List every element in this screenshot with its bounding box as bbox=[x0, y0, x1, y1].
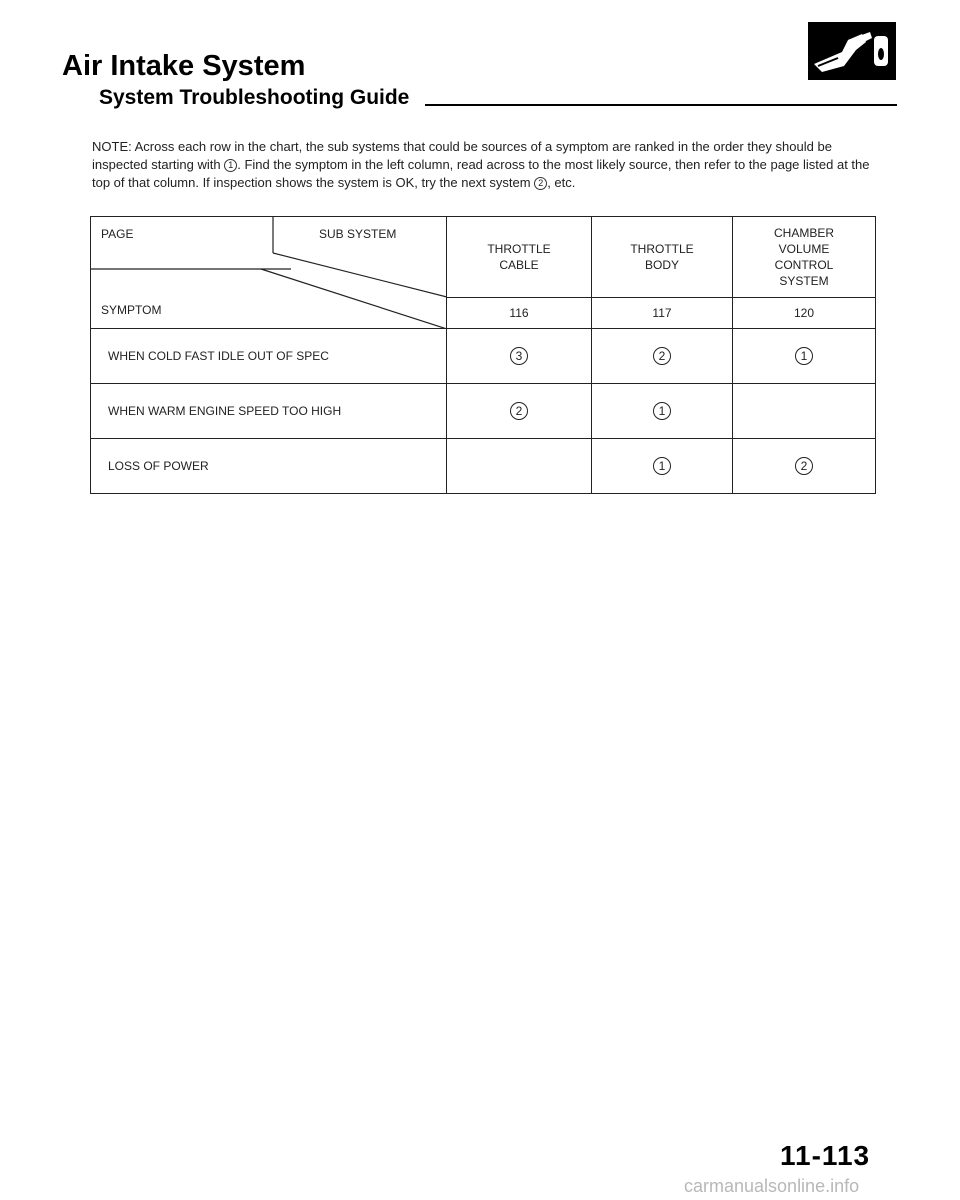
column-name: THROTTLE bbox=[630, 242, 694, 256]
corner-symptom-label: SYMPTOM bbox=[101, 303, 162, 317]
rank-cell bbox=[447, 439, 592, 494]
rank-cell bbox=[447, 384, 592, 439]
symptom-label: WHEN COLD FAST IDLE OUT OF SPEC bbox=[91, 329, 447, 384]
page-title: Air Intake System bbox=[62, 50, 306, 82]
rank-cell bbox=[733, 329, 876, 384]
note-text: NOTE: Across each row in the chart, the sub systems that could be sources of a symptom are ranked in the order they should be inspected starting with bbox=[92, 139, 832, 172]
rank-cell bbox=[733, 384, 876, 439]
page-number: 11-113 bbox=[780, 1140, 871, 1171]
note-paragraph bbox=[92, 138, 882, 192]
fuel-nozzle-icon bbox=[808, 22, 896, 80]
page-ref-chamber-volume-control: 120 bbox=[733, 298, 876, 329]
rank-number: 1 bbox=[795, 347, 813, 365]
note-text: , etc. bbox=[547, 175, 576, 190]
rank-number: 2 bbox=[795, 457, 813, 475]
table-row bbox=[91, 329, 876, 384]
rank-cell bbox=[592, 329, 733, 384]
column-name: BODY bbox=[644, 258, 679, 272]
page-ref-throttle-cable: 116 bbox=[447, 298, 592, 329]
section-subtitle: System Troubleshooting Guide bbox=[99, 86, 410, 109]
subtitle-rule bbox=[425, 104, 897, 106]
column-header-throttle-cable bbox=[447, 217, 592, 298]
column-name: VOLUME bbox=[778, 242, 830, 256]
table-row bbox=[91, 384, 876, 439]
rank-number: 2 bbox=[653, 347, 671, 365]
rank-number: 1 bbox=[653, 402, 671, 420]
column-name: CHAMBER bbox=[773, 226, 834, 240]
rank-cell bbox=[592, 439, 733, 494]
rank-cell bbox=[447, 329, 592, 384]
circled-number-two: 2 bbox=[534, 177, 547, 190]
rank-number: 2 bbox=[510, 402, 528, 420]
note-text: . Find the symptom in the left column, read across to the most likely source, then refer to the page listed at the top of that column. If inspection shows the system is OK, try the next system bbox=[92, 157, 870, 190]
troubleshooting-table bbox=[90, 216, 876, 494]
circled-number-one: 1 bbox=[224, 159, 237, 172]
rank-cell bbox=[592, 384, 733, 439]
watermark: carmanualsonline.info bbox=[684, 1176, 860, 1196]
corner-page-label: PAGE bbox=[101, 227, 134, 241]
table-corner-header bbox=[91, 217, 447, 329]
column-name: THROTTLE bbox=[487, 242, 551, 256]
corner-subsystem-label: SUB SYSTEM bbox=[319, 227, 397, 241]
column-header-throttle-body bbox=[592, 217, 733, 298]
rank-number: 3 bbox=[510, 347, 528, 365]
column-name: CONTROL bbox=[774, 258, 834, 272]
rank-number: 1 bbox=[653, 457, 671, 475]
symptom-label: WHEN WARM ENGINE SPEED TOO HIGH bbox=[91, 384, 447, 439]
column-header-chamber-volume-control bbox=[733, 217, 876, 298]
column-name: SYSTEM bbox=[779, 274, 829, 288]
page-ref-throttle-body: 117 bbox=[592, 298, 733, 329]
column-name: CABLE bbox=[499, 258, 539, 272]
table-row bbox=[91, 439, 876, 494]
rank-cell bbox=[733, 439, 876, 494]
symptom-label: LOSS OF POWER bbox=[91, 439, 447, 494]
